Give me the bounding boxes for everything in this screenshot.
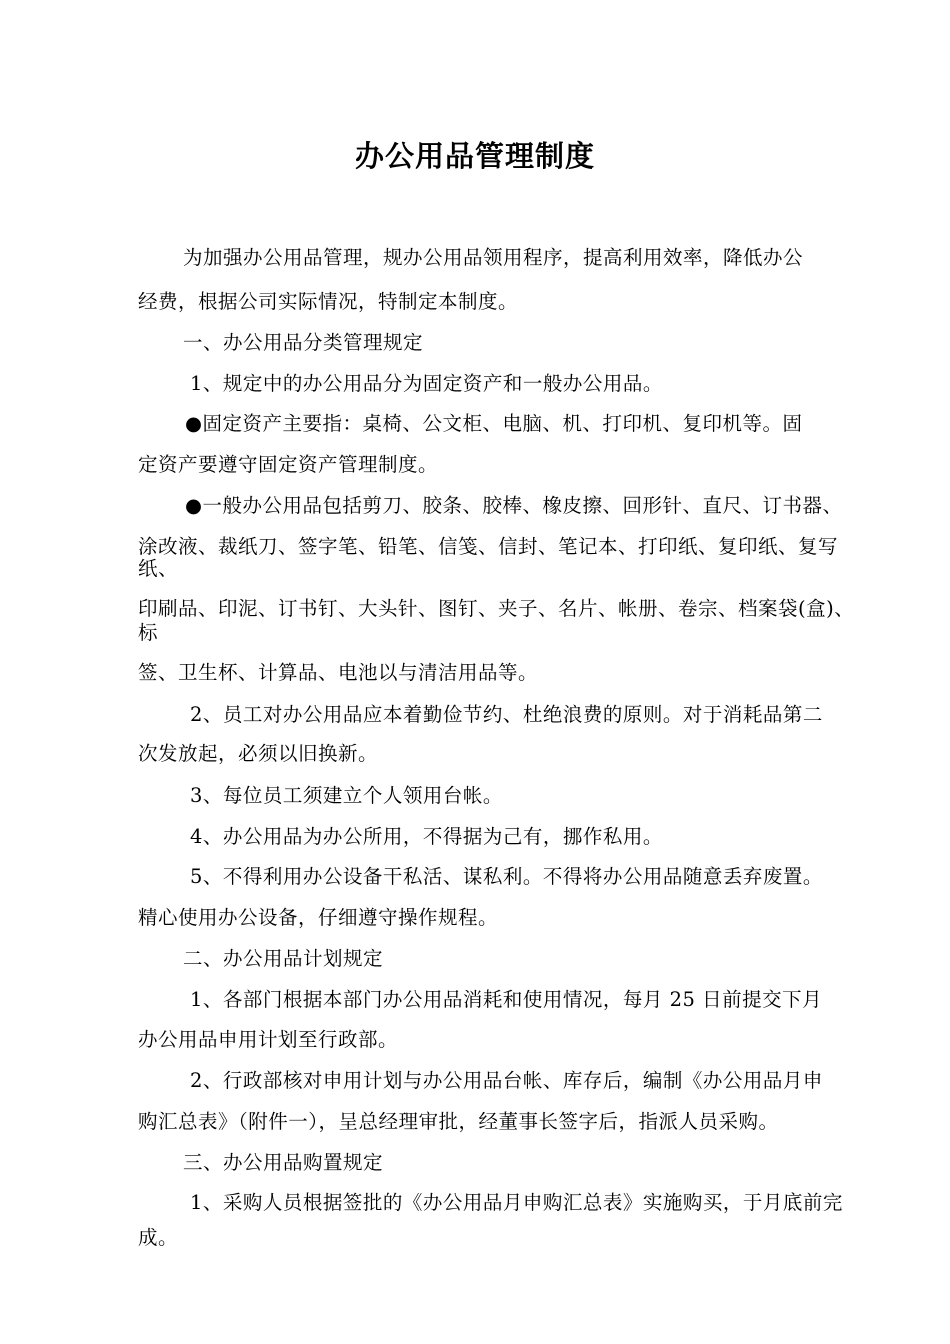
paragraph-line: 次发放起，必须以旧换新。	[138, 742, 379, 765]
paragraph-line: 涂改液、裁纸刀、签字笔、铅笔、信笺、信封、笔记本、打印纸、复印纸、复写	[138, 535, 839, 558]
paragraph-line: 经费，根据公司实际情况，特制定本制度。	[138, 290, 519, 313]
paragraph-line: 1、规定中的办公用品分为固定资产和一般办公用品。	[190, 372, 663, 395]
paragraph-line: 4、办公用品为办公所用，不得据为己有，挪作私用。	[190, 825, 663, 848]
section-heading: 一、办公用品分类管理规定	[183, 331, 424, 354]
paragraph-line: 签、卫生杯、计算品、电池以与清洁用品等。	[138, 661, 539, 684]
paragraph-line: 纸、	[138, 557, 179, 580]
paragraph-line: 办公用品申用计划至行政部。	[138, 1028, 399, 1051]
paragraph-line: 3、每位员工须建立个人领用台帐。	[190, 784, 503, 807]
paragraph-line: 1、采购人员根据签批的《办公用品月申购汇总表》实施购买，于月底前完	[190, 1191, 843, 1214]
paragraph-line: 印刷品、印泥、订书钉、大头针、图钉、夹子、名片、帐册、卷宗、档案袋(盒)、	[138, 597, 855, 620]
bullet-line: ●一般办公用品包括剪刀、胶条、胶棒、橡皮擦、回形针、直尺、订书器、	[185, 494, 843, 517]
paragraph-line: 5、不得利用办公设备干私活、谋私利。不得将办公用品随意丢弃废置。	[190, 865, 823, 888]
document-title: 办公用品管理制度	[354, 139, 595, 173]
paragraph-line: 1、各部门根据本部门办公用品消耗和使用情况，每月 25 日前提交下月	[190, 988, 823, 1011]
section-heading: 三、办公用品购置规定	[183, 1151, 384, 1174]
paragraph-line: 标	[138, 621, 159, 644]
paragraph-line: 2、员工对办公用品应本着勤俭节约、杜绝浪费的原则。对于消耗品第二	[190, 703, 823, 726]
bullet-line: ●固定资产主要指：桌椅、公文柜、电脑、机、打印机、复印机等。固	[185, 412, 803, 435]
paragraph-line: 为加强办公用品管理，规办公用品领用程序，提高利用效率，降低办公	[183, 246, 804, 269]
paragraph-line: 2、行政部核对申用计划与办公用品台帐、库存后，编制《办公用品月申	[190, 1069, 823, 1092]
paragraph-line: 定资产要遵守固定资产管理制度。	[138, 453, 439, 476]
paragraph-line: 购汇总表》（附件一），呈总经理审批，经董事长签字后，指派人员采购。	[138, 1110, 779, 1133]
section-heading: 二、办公用品计划规定	[183, 947, 384, 970]
paragraph-line: 精心使用办公设备，仔细遵守操作规程。	[138, 906, 499, 929]
paragraph-line: 成。	[138, 1226, 179, 1249]
